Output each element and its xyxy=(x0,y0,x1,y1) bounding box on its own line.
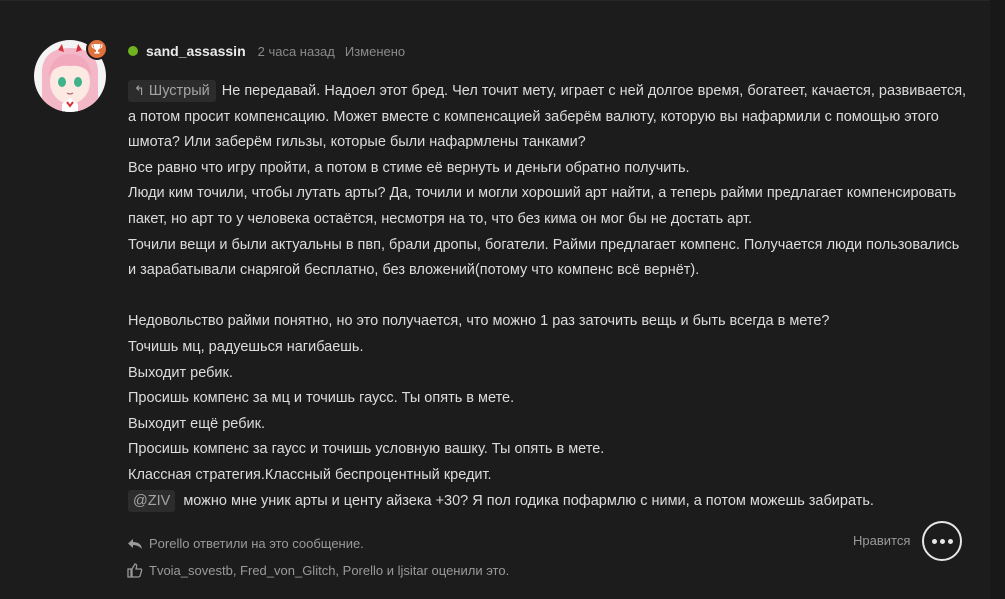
more-dots-icon xyxy=(932,539,937,544)
text-line: Классная стратегия.Классный беспроцентный кредит. xyxy=(128,466,492,483)
reactions-summary[interactable] xyxy=(127,563,509,578)
like-button[interactable]: Нравится xyxy=(853,533,911,548)
text-line xyxy=(128,79,968,156)
text-line: можно мне уник арты и центу айзека +30? Я пол годика пофармлю с ними, а потом можешь забирать. xyxy=(183,492,874,509)
text-line: Точишь мц, радуешься нагибаешь. xyxy=(128,338,364,355)
author-name[interactable]: sand_assassin xyxy=(146,43,246,59)
more-options-button[interactable] xyxy=(922,521,962,561)
edited-label: Изменено xyxy=(344,43,406,59)
text-line: Просишь компенс за мц и точишь гаусс. Ты опять в мете. xyxy=(128,390,515,407)
dot xyxy=(948,539,953,544)
text-line: Люди ким точили, чтобы лутать арты? Да, точили и могли хороший арт найти, а теперь райми предлагает компенсировать пакет, но арт то у человека остаётся, несмотря на то, что без кима он мог бы не достать арт. xyxy=(128,185,957,227)
text-line: Недовольство райми понятно, но это получается, что можно 1 раз заточить вещь и быть всегда в мете? xyxy=(128,313,830,330)
trophy-icon xyxy=(86,38,108,60)
message-meta xyxy=(128,41,405,61)
timestamp[interactable]: 2 часа назад xyxy=(257,43,335,59)
thumbs-up-icon xyxy=(127,563,143,578)
reactions-text: Tvoia_sovestb, Fred_von_Glitch, Porello и ljsitar оценили это. xyxy=(149,563,510,578)
text-line: Выходит ребик. xyxy=(128,364,233,381)
reply-target-name: Шустрый xyxy=(148,83,210,99)
reply-arrow-icon xyxy=(127,538,143,550)
paragraph xyxy=(128,79,968,284)
reply-arrow-icon: ↰ xyxy=(134,83,145,98)
text-line: Просишь компенс за гаусс и точишь условную вашку. Ты опять в мете. xyxy=(128,441,605,458)
scroll-gutter xyxy=(990,0,1005,599)
replies-text: Porello ответили на это сообщение. xyxy=(149,536,364,551)
message-body xyxy=(128,79,968,514)
text-line xyxy=(128,489,968,515)
text-line: Не передавай. Надоел этот бред. Чел точит мету, играет с ней долгое время, богатеет, качается, развивается, а потом просит компенсацию. Может вместе с компенсацией заберём валюту, которую вы нафармили с помощью этого шмота? Или заберём гильзы, которые были нафармлены танками? xyxy=(128,83,967,151)
replies-notice[interactable] xyxy=(127,536,364,551)
dot xyxy=(940,539,945,544)
user-mention[interactable]: @ZIV xyxy=(128,490,175,512)
paragraph xyxy=(128,309,968,514)
text-line: Выходит ещё ребик. xyxy=(128,415,265,432)
reply-reference[interactable] xyxy=(128,80,216,102)
online-status-icon xyxy=(128,46,138,56)
text-line: Все равно что игру пройти, а потом в стиме её вернуть и деньги обратно получить. xyxy=(128,159,690,176)
text-line: Точили вещи и были актуальны в пвп, брали дропы, богатели. Райми предлагает компенс. Получается люди пользовались и зарабатывали снарягой бесплатно, без вложений(потому что компенс всё вернёт). xyxy=(128,236,960,279)
